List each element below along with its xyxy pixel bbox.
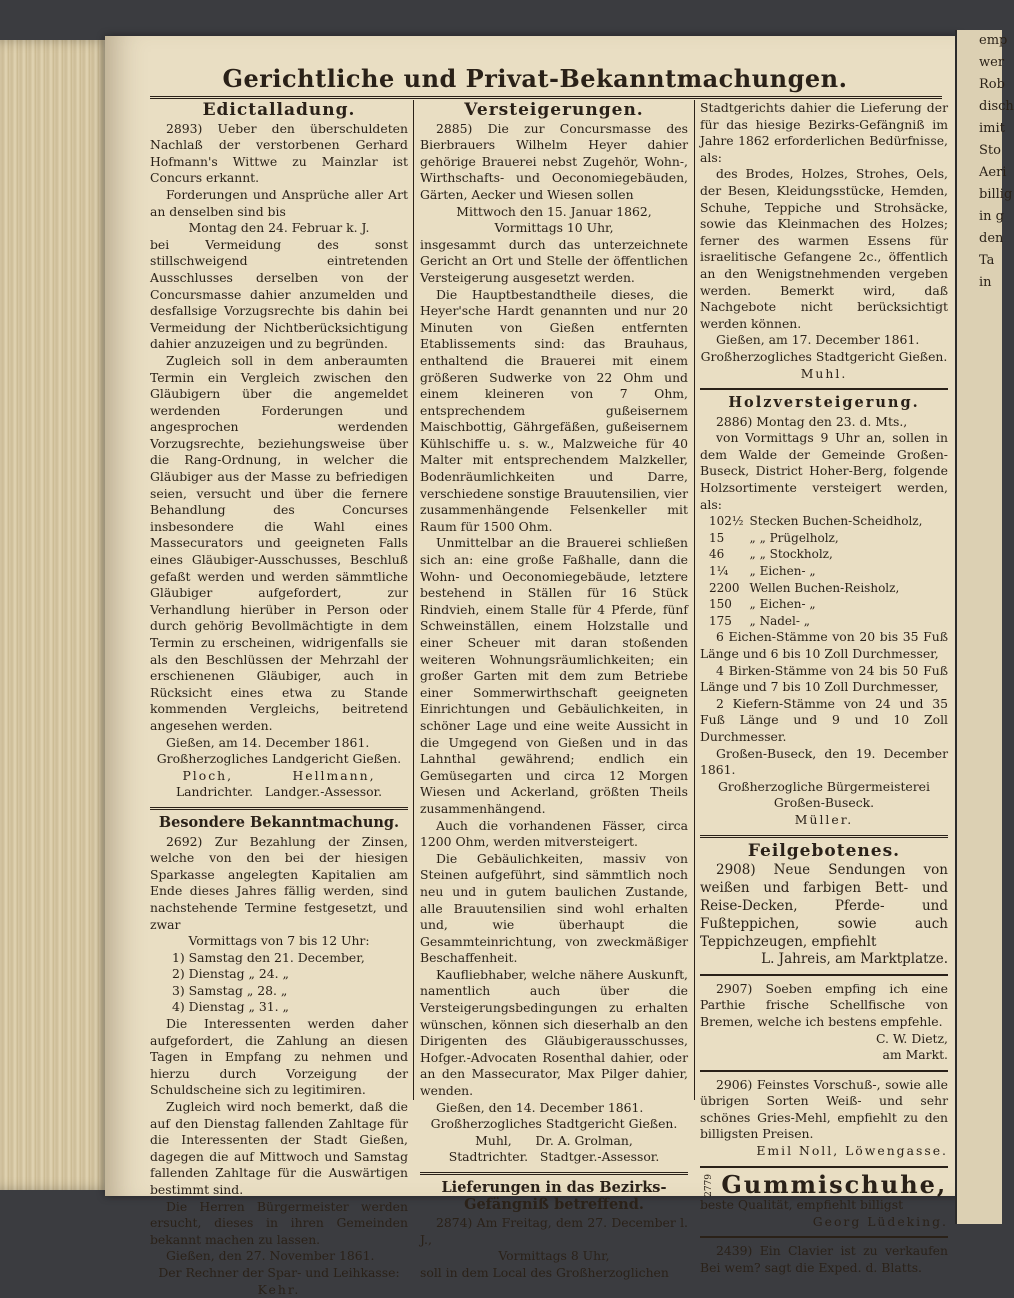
edict-court: Großherzogliches Landgericht Gießen. xyxy=(156,751,402,767)
strip-line: imit xyxy=(979,121,1005,136)
wood-place: Großen-Buseck, den 19. December 1861. xyxy=(700,745,948,778)
auction-text: Unmittelbar an die Brauerei schließen sich an: eine große Faßhalle, dann die Wohn- und Oeconomiegebäude, letztere bestehend in Ställen für 16 Stück Rindvieh, einem Stalle für 4 Pferde, fünf Schweinställen, einem Holzstalle und einer Scheuer mit daran stoßenden weiteren Wohnungsräumlichkeiten; ein großer Garten mit dem zum Betriebe einer Sommerwirthschaft geeigneten Einrichtungen und Gebäulichkeiten, in schöner Lage und eine weite Aussicht in die Umgegend von Gießen und in das Lahnthal gewährend; endlich ein Gemüsegarten und circa 12 Morgen Wiesen und Ackerland, größten Theils zusammenhängend. xyxy=(420,535,688,816)
supply-cont-text: Stadtgerichts dahier die Lieferung der für das hiesige Bezirks-Gefängniß im Jahre 1862 erforderlichen Bedürfnisse, als: xyxy=(700,100,948,165)
auction-names: Muhl, Dr. A. Grolman, xyxy=(475,1132,633,1148)
auction-heading: Versteigerungen. xyxy=(464,100,644,120)
strip-line: disch xyxy=(979,99,1014,114)
edict-text: Forderungen und Ansprüche aller Art an denselben sind bis xyxy=(150,186,408,219)
sale-ad-signature: C. W. Dietz, xyxy=(875,1030,948,1046)
column-2 xyxy=(420,100,688,1282)
sale-ad-signature: am Markt. xyxy=(882,1047,948,1063)
auction-text: Die Hauptbestandtheile dieses, die Heyer'sche Hardt genannten und nur 20 Minuten von Gießen entfernten Etablissements sind: das Brauhaus, enthaltend die Brauerei mit einem größeren Sudwerke von 22 Ohm und einem kleineren von 7 Ohm, entsprechendem gußeisernem Maischbottig, Gährgefäßen, gußeisernem Kühlschiffe u. s. w., Malzweiche für 40 Malter mit entsprechendem Malzkeller, Bodenräumlichkeiten und Darre, verschiedene sonstige Brauutensilien, vier zusammenhängende Felsenkeller mit Raum für 1500 Ohm. xyxy=(420,286,688,534)
auction-titles: Stadtrichter. Stadtger.-Assessor. xyxy=(448,1149,660,1165)
section-rule xyxy=(150,807,408,810)
lot-qty: 46 xyxy=(709,547,725,562)
supply-text: 2874) Am Freitag, dem 27. December l. J., xyxy=(420,1215,688,1247)
sale-heading: Feilgebotenes. xyxy=(747,840,901,861)
supply-cont-place: Gießen, am 17. December 1861. xyxy=(716,332,920,348)
wood-text: 2886) Montag den 23. d. Mts., xyxy=(716,413,908,429)
wood-lots-table xyxy=(706,513,925,629)
special-name: Kehr. xyxy=(257,1281,301,1297)
strip-line: in g xyxy=(979,209,1004,224)
strip-line: billig xyxy=(979,187,1013,202)
table-row xyxy=(706,546,925,563)
sale-ad: 2907) Soeben empfing ich eine Parthie frische Schellfische von Bremen, welche ich bestens empfehle. xyxy=(700,980,948,1029)
strip-line: wer xyxy=(979,55,1005,70)
lot-desc: „ „ Prügelholz, xyxy=(749,530,839,545)
list-item: 3) Samstag „ 28. „ xyxy=(172,982,288,998)
page-masthead: Gerichtliche und Privat-Bekanntmachungen. xyxy=(222,64,848,93)
strip-line: Rob xyxy=(979,77,1005,92)
section-rule xyxy=(700,835,948,838)
special-text: Zugleich wird noch bemerkt, daß die auf den Dienstag fallenden Zahltage für die Interessenten der Stadt Gießen, dagegen die auf Mittwoch und Samstag fallenden Zahltage für die Auswärtigen bestimmt sind. xyxy=(150,1099,408,1197)
rubber-shoes-ad xyxy=(700,1169,948,1199)
lot-qty: 2200 xyxy=(709,580,740,595)
auction-date: Mittwoch den 15. Januar 1862, xyxy=(456,203,652,219)
wood-heading: Holzversteigerung. xyxy=(728,394,920,412)
auction-court: Großherzogliches Stadtgericht Gießen. xyxy=(430,1116,678,1132)
edict-text: Zugleich soll in dem anberaumten Termin ein Vergleich zwischen den Gläubigern über die angemeldet werdenden Forderungen und angesprochen werdenden Vorzugsrechte, beziehungsweise über die Rang-Ordnung, in welcher die Gläubiger aus der Masse zu befriedigen seien, versucht und über die fernere Behandlung des Concurses insbesondere die Wahl eines Massecurators und geeigneten Falls eines Gläubiger-Ausschusses, Beschluß gefaßt werden und werden sämmtliche Gläubiger aufgefordert, zur Verhandlung hierüber in Person oder durch gehörig Bevollmächtigte in dem Termin zu erscheinen, widrigenfalls sie als den Beschlüssen der Mehrzahl der erschienenen Gläubiger, auch in Rücksicht eines etwa zu Stande kommenden Vergleichs, beitretend angesehen werden. xyxy=(150,352,408,733)
strip-line: den xyxy=(979,231,1004,246)
sale-ad: 2908) Neue Sendungen von weißen und farbigen Bett- und Reise-Decken, Pferde- und Fußteppichen, sowie auch Teppichzeugen, empfiehlt xyxy=(700,862,948,951)
sale-ad: 2439) Ein Clavier ist zu verkaufen Bei wem? sagt die Exped. d. Blatts. xyxy=(700,1243,948,1276)
lot-qty: 15 xyxy=(709,530,725,545)
special-text: Die Herren Bürgermeister werden ersucht, dieses in ihren Gemeinden bekannt machen zu lassen. xyxy=(150,1198,408,1247)
auction-place: Gießen, den 14. December 1861. xyxy=(436,1099,644,1115)
lot-desc: „ Nadel- „ xyxy=(749,613,810,628)
section-rule xyxy=(700,1166,948,1168)
special-text: 2692) Zur Bezahlung der Zinsen, welche von den bei der hiesigen Sparkasse angelegten Kapitalien am Ende dieses Jahres fällig werden, sind nachstehende Termine festgesetzt, und zwar xyxy=(150,833,408,932)
table-row xyxy=(706,530,925,547)
wood-trunks: 4 Birken-Stämme von 24 bis 50 Fuß Länge und 7 bis 10 Zoll Durchmesser, xyxy=(700,662,948,695)
ad-title: Gummischuhe, xyxy=(721,1169,948,1199)
strip-line: Aeri xyxy=(979,165,1007,180)
special-signer: Der Rechner der Spar- und Leihkasse: xyxy=(158,1264,400,1280)
column-3 xyxy=(700,100,948,1277)
auction-text: 2885) Die zur Concursmasse des Bierbrauers Wilhelm Heyer dahier gehörige Brauerei nebst Zugehör, Wohn-, Wirthschafts- und Oeconomiegebäuden, Gärten, Aecker und Wiesen sollen xyxy=(420,120,688,202)
masthead-rule xyxy=(150,96,942,99)
strip-line: Ta xyxy=(979,253,995,268)
edict-names: Ploch, Hellmann, xyxy=(182,767,376,783)
section-rule xyxy=(420,1172,688,1175)
list-item: 4) Dienstag „ 31. „ xyxy=(172,999,289,1015)
wood-text: von Vormittags 9 Uhr an, sollen in dem Walde der Gemeinde Großen-Buseck, District Hoher-Berg, folgende Holzsortimente versteigert werden, als: xyxy=(700,430,948,512)
lot-qty: 175 xyxy=(709,613,732,628)
edict-titles: Landrichter. Landger.-Assessor. xyxy=(175,784,383,800)
supply-cont-court: Großherzogliches Stadtgericht Gießen. xyxy=(700,348,948,364)
edict-heading: Edictalladung. xyxy=(202,100,356,120)
wood-office: Großherzogliche Bürgermeisterei Großen-Buseck. xyxy=(718,778,930,811)
supply-cont-name: Muhl. xyxy=(800,365,848,381)
strip-line: Sto xyxy=(979,143,1001,158)
edict-text: 2893) Ueber den überschuldeten Nachlaß der verstorbenen Gerhard Hofmann's Wittwe zu Mainzlar ist Concurs erkannt. xyxy=(150,120,408,186)
column-divider xyxy=(413,100,414,1100)
wood-trunks: 2 Kiefern-Stämme von 24 und 35 Fuß Länge und 9 und 10 Zoll Durchmesser. xyxy=(700,695,948,744)
section-rule xyxy=(700,974,948,976)
auction-text: Auch die vorhandenen Fässer, circa 1200 Ohm, werden mitversteigert. xyxy=(420,817,688,850)
table-row xyxy=(706,513,925,530)
wood-trunks: 6 Eichen-Stämme von 20 bis 35 Fuß Länge und 6 bis 10 Zoll Durchmesser, xyxy=(700,629,948,661)
table-row xyxy=(706,613,925,630)
section-rule xyxy=(700,1236,948,1238)
supply-text: soll in dem Local des Großherzoglichen xyxy=(420,1264,669,1280)
column-1 xyxy=(150,100,408,1298)
column-divider xyxy=(694,100,695,1100)
edict-place: Gießen, am 14. December 1861. xyxy=(166,734,370,750)
payment-dates xyxy=(150,950,408,1016)
special-hours: Vormittags von 7 bis 12 Uhr: xyxy=(188,933,370,949)
table-row xyxy=(706,580,925,597)
lot-desc: „ Eichen- „ xyxy=(749,597,816,612)
section-rule xyxy=(700,1070,948,1072)
book-page-stack xyxy=(0,40,112,1190)
edict-text: bei Vermeidung des sonst stillschweigend eintretenden Ausschlusses derselben von der Concursmasse dahier anzumelden und desfallsige Vorzugsrechte bis dahin bei Vermeidung der Nichtberücksichtigung dahier anzuzeigen und zu begründen. xyxy=(150,236,408,352)
auction-text: insgesammt durch das unterzeichnete Gericht an Ort und Stelle der öffentlichen Versteigerung ausgesetzt werden. xyxy=(420,236,688,285)
sale-ad-signature: L. Jahreis, am Marktplatze. xyxy=(761,951,948,968)
section-rule xyxy=(700,388,948,390)
table-row xyxy=(706,563,925,580)
lot-desc: „ „ Stockholz, xyxy=(749,547,833,562)
special-heading: Besondere Bekanntmachung. xyxy=(158,813,400,831)
sale-ad: beste Qualität, empfiehlt billigst xyxy=(700,1197,904,1213)
table-row xyxy=(706,596,925,613)
supply-time: Vormittags 8 Uhr, xyxy=(498,1248,610,1264)
sale-ad-signature: Emil Noll, Löwengasse. xyxy=(756,1143,948,1159)
ad-number: 2779 xyxy=(703,1173,714,1197)
auction-time: Vormittags 10 Uhr, xyxy=(494,220,614,236)
lot-desc: Stecken Buchen-Scheidholz, xyxy=(749,514,923,529)
lot-qty: 150 xyxy=(709,597,732,612)
special-text: Die Interessenten werden daher aufgefordert, die Zahlung an diesen Tagen in Empfang zu nehmen und hierzu durch Vorzeigung der Schuldscheine sich zu legitimiren. xyxy=(150,1016,408,1098)
auction-text: Die Gebäulichkeiten, massiv von Steinen aufgeführt, sind sämmtlich noch neu und in gutem baulichen Zustande, alle Brauutensilien sind wohl erhalten und, wie überhaupt die Gesammteinrichtung, von zweckmäßiger Beschaffenheit. xyxy=(420,850,688,966)
strip-line: emp xyxy=(979,33,1008,48)
supply-heading: Lieferungen in das Bezirks-Gefängniß betreffend. xyxy=(441,1179,667,1213)
lot-desc: „ Eichen- „ xyxy=(749,564,816,579)
list-item: 2) Dienstag „ 24. „ xyxy=(172,966,289,982)
sale-ad-signature: Georg Lüdeking. xyxy=(812,1213,948,1229)
lot-desc: Wellen Buchen-Reisholz, xyxy=(749,580,900,595)
sale-ad: 2906) Feinstes Vorschuß-, sowie alle übrigen Sorten Weiß- und sehr schönes Gries-Mehl, empfiehlt zu den billigsten Preisen. xyxy=(700,1076,948,1142)
edict-date: Montag den 24. Februar k. J. xyxy=(188,220,370,236)
lot-qty: 1¼ xyxy=(709,564,729,579)
lot-qty: 102½ xyxy=(709,514,744,529)
wood-name: Müller. xyxy=(794,811,854,827)
supply-cont-text: des Brodes, Holzes, Strohes, Oels, der Besen, Kleidungsstücke, Hemden, Schuhe, Teppiche und Strohsäcke, sowie das Kleinmachen des Holzes; ferner des warmen Essens für israelitische Gefangene 2c., öffentlich an den Wenigstnehmenden vergeben werden. Bemerkt wird, daß Nachgebote nicht berücksichtigt werden können. xyxy=(700,166,948,331)
adjacent-page-strip xyxy=(955,30,1014,1224)
list-item: 1) Samstag den 21. December, xyxy=(172,949,365,965)
special-place: Gießen, den 27. November 1861. xyxy=(166,1248,375,1264)
auction-text: Kaufliebhaber, welche nähere Auskunft, namentlich auch über die Versteigerungsbedingungen zu erhalten wünschen, können sich dieserhalb an den Dirigenten des Gläubigerausschusses, Hofger.-Advocaten Rosenthal dahier, oder an den Massecurator, Max Pilger dahier, wenden. xyxy=(420,966,688,1099)
strip-line: in xyxy=(979,275,992,290)
